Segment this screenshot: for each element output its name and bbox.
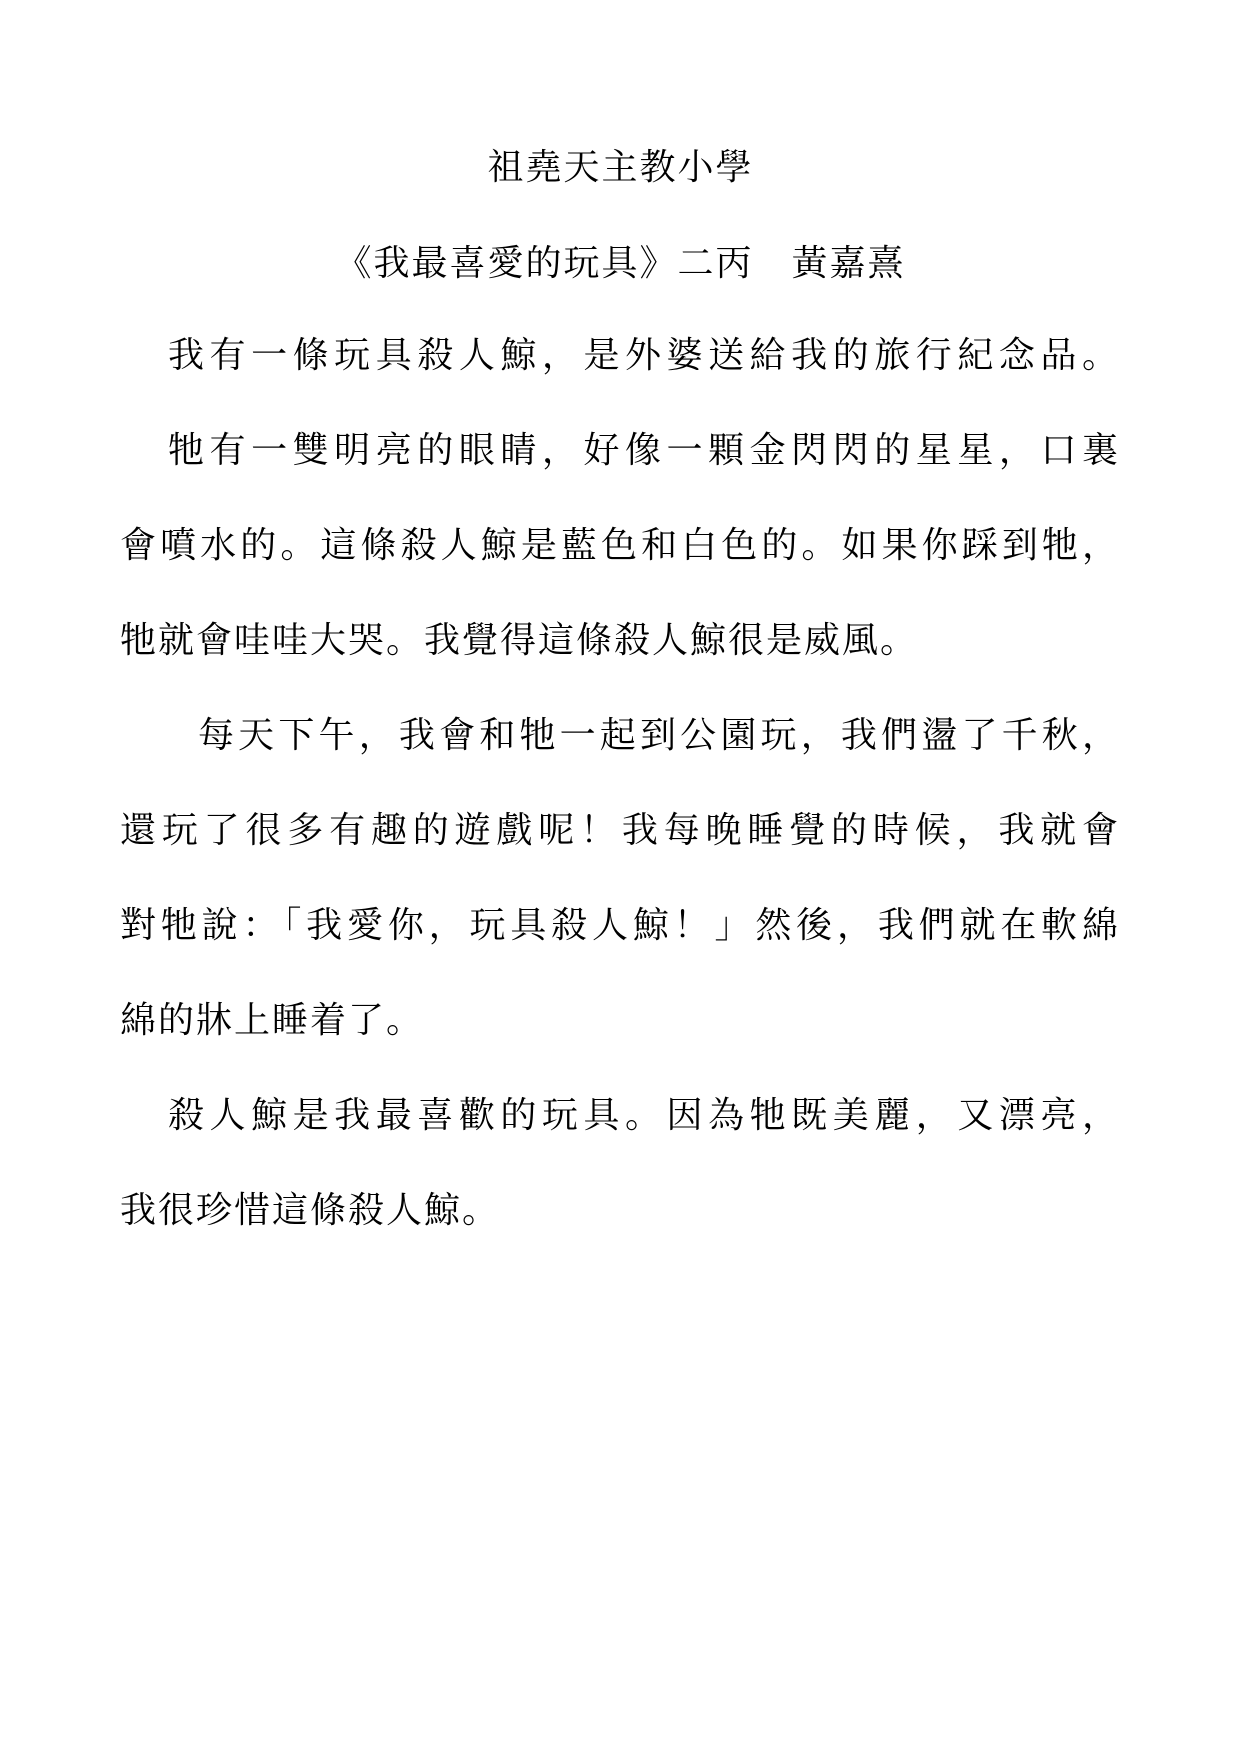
essay-line-6: 還玩了很多有趣的遊戲呢！我每晚睡覺的時候，我就會 — [120, 810, 1120, 851]
essay-line-8: 綿的牀上睡着了。 — [120, 1000, 425, 1041]
essay-heading: 《我最喜愛的玩具》二丙 黃嘉熹 — [335, 243, 906, 284]
school-name: 祖堯天主教小學 — [487, 147, 754, 188]
essay-line-10: 我很珍惜這條殺人鯨。 — [120, 1190, 501, 1231]
essay-line-4: 牠就會哇哇大哭。我覺得這條殺人鯨很是威風。 — [120, 620, 919, 661]
essay-line-1: 我有一條玩具殺人鯨，是外婆送給我的旅行紀念品。 — [168, 335, 1120, 376]
essay-line-7: 對牠說：「我愛你，玩具殺人鯨！」然後，我們就在軟綿 — [120, 905, 1120, 946]
essay-line-9: 殺人鯨是我最喜歡的玩具。因為牠既美麗，又漂亮， — [168, 1095, 1120, 1136]
essay-line-3: 會噴水的。這條殺人鯨是藍色和白色的。如果你踩到牠， — [120, 525, 1120, 566]
essay-line-2: 牠有一雙明亮的眼睛，好像一顆金閃閃的星星，口裏 — [168, 430, 1120, 471]
essay-line-5: 每天下午，我會和牠一起到公園玩，我們盪了千秋， — [198, 715, 1120, 756]
